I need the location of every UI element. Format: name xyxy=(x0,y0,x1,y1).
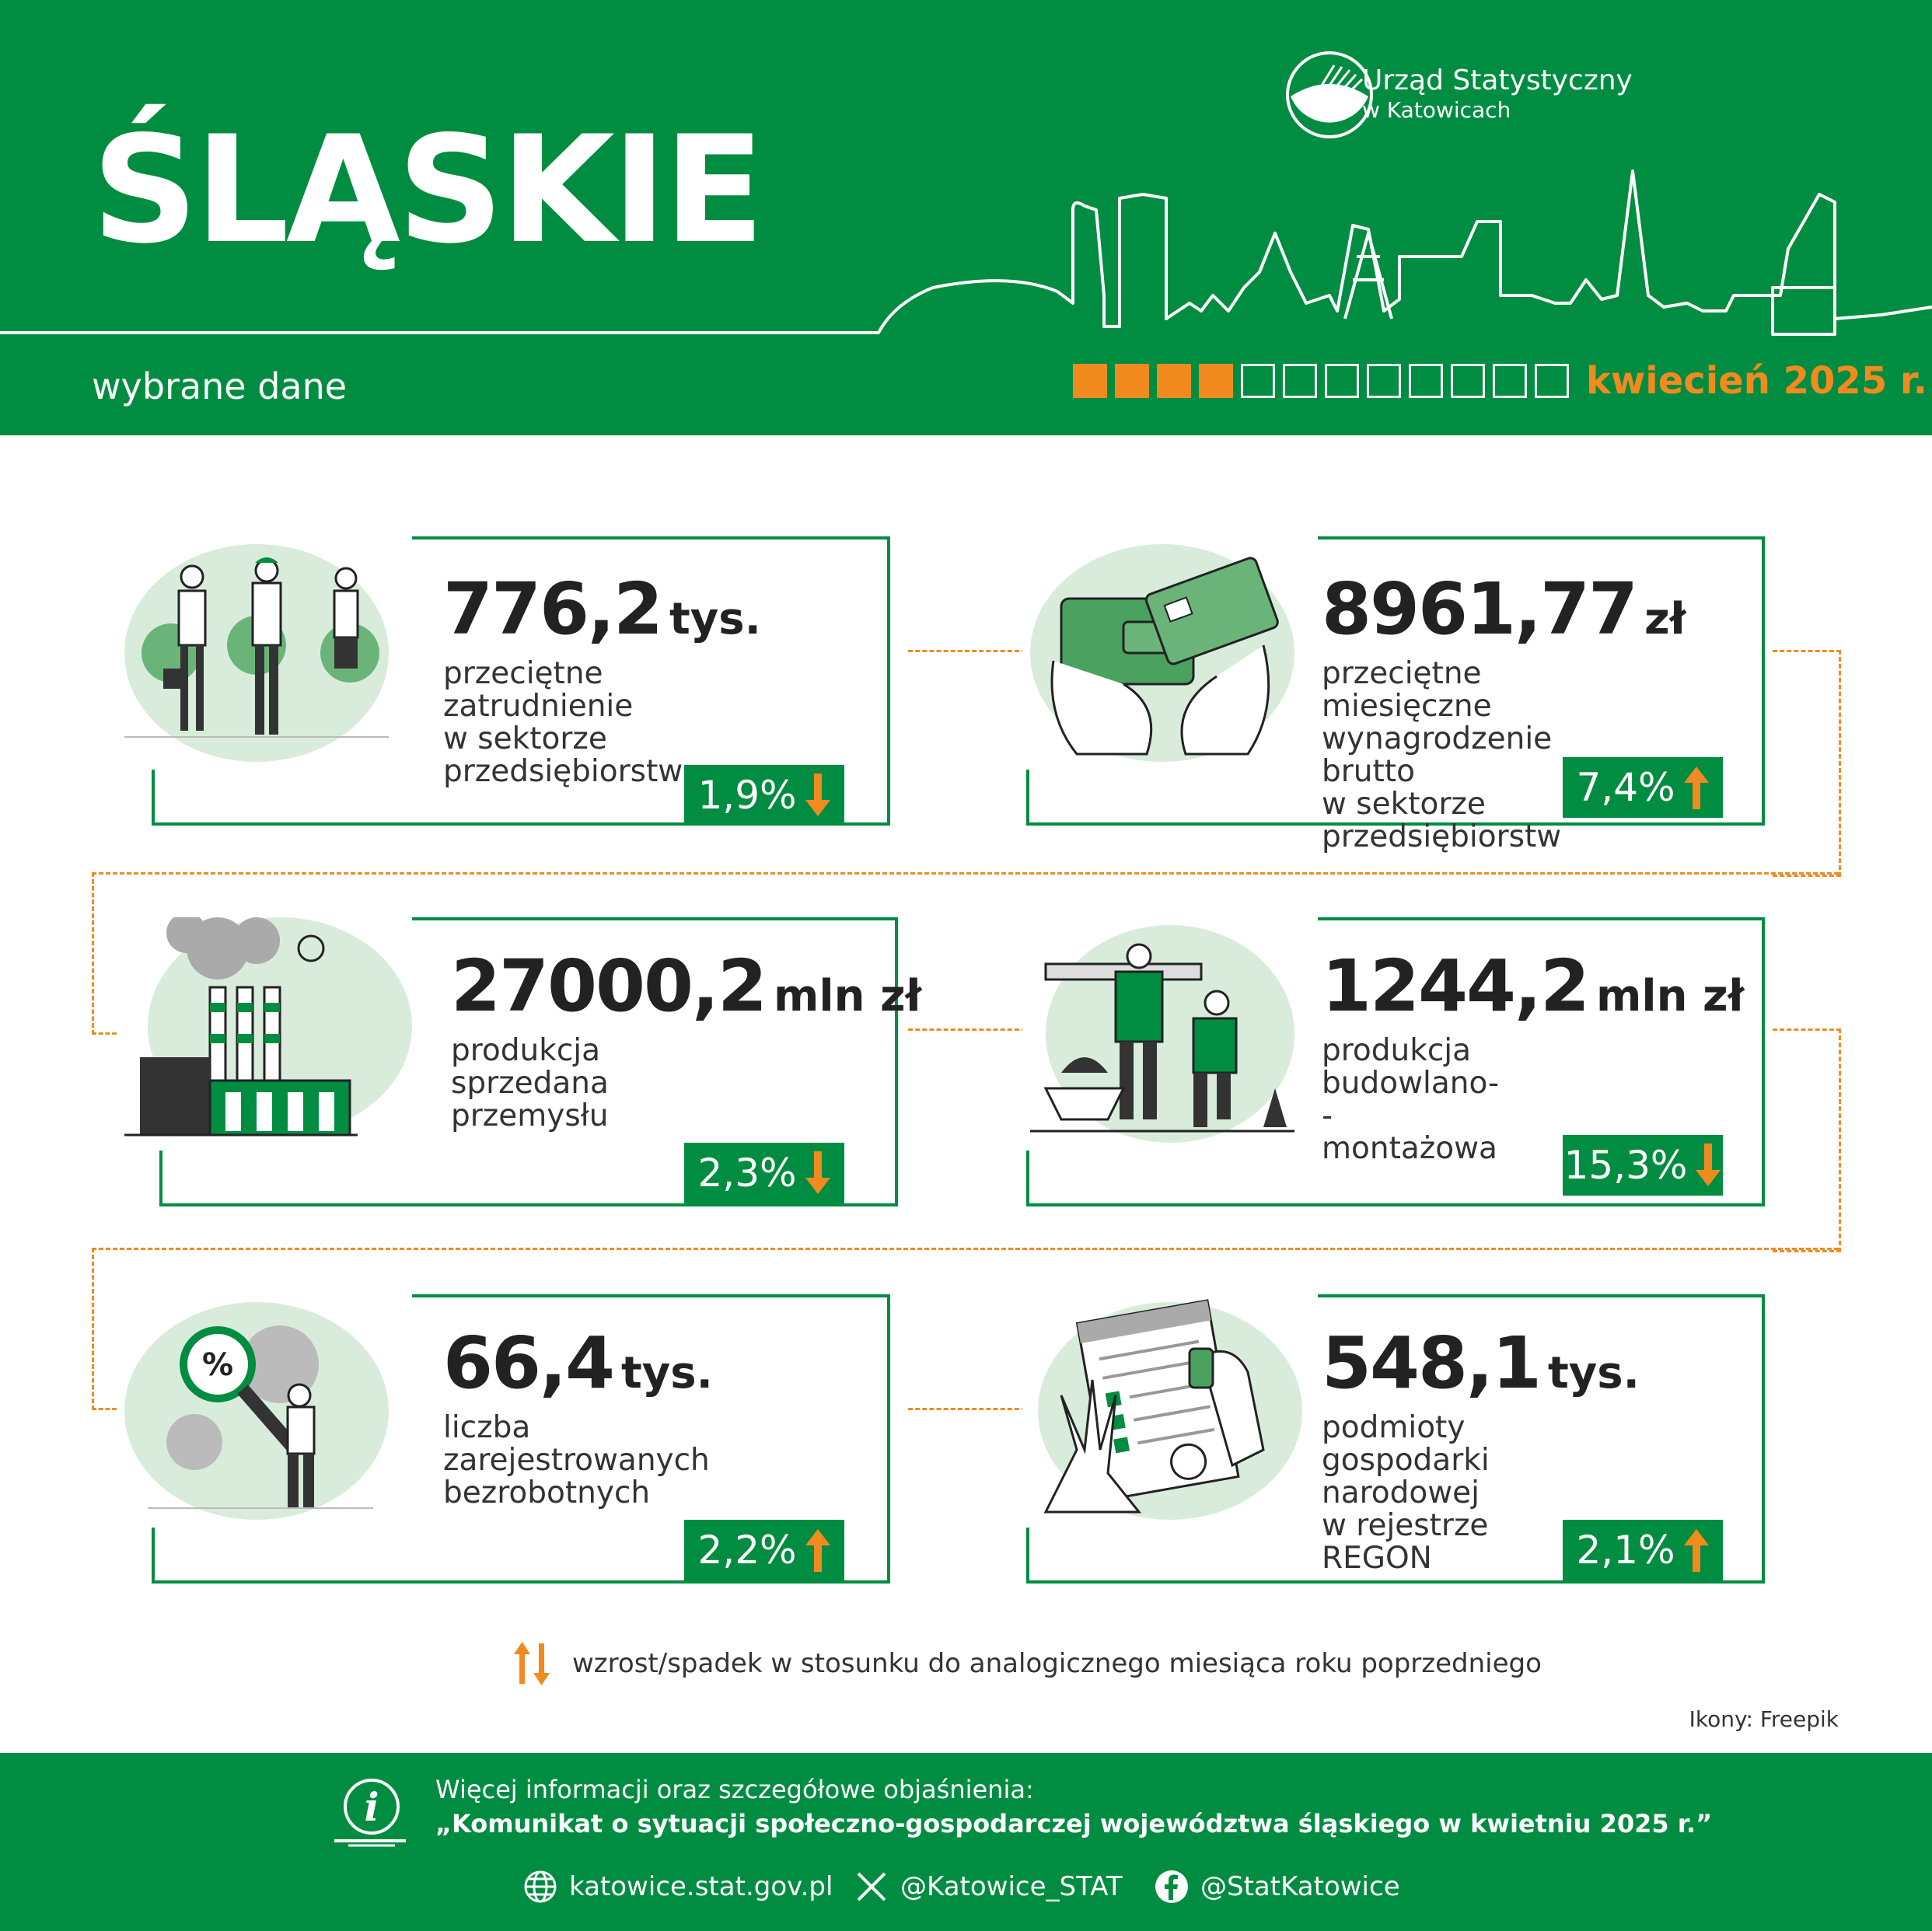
indicator-value xyxy=(443,1322,713,1405)
indicator-description xyxy=(1322,1035,1499,1165)
description-line: bezrobotnych xyxy=(443,1475,651,1510)
month-box xyxy=(1535,364,1569,398)
description-line: w sektorze przedsiębiorstw xyxy=(1322,787,1562,854)
arrow-up-icon xyxy=(1683,766,1710,809)
connector-line xyxy=(92,872,1839,875)
change-value: 2,1% xyxy=(1576,1528,1675,1573)
arrow-down-icon xyxy=(805,1151,831,1195)
office-name xyxy=(1362,64,1633,124)
month-box xyxy=(1409,364,1443,398)
change-badge xyxy=(684,765,844,826)
month-box xyxy=(1241,364,1275,398)
description-line: w sektorze przedsiębiorstw xyxy=(443,721,683,789)
more-info-label: Więcej informacji oraz szczegółowe objaśnienia: xyxy=(435,1775,1034,1804)
office-name-line1: Urząd Statystyczny xyxy=(1362,65,1633,96)
svg-text:%: % xyxy=(201,1347,234,1383)
change-value: 2,2% xyxy=(697,1528,797,1573)
up-down-arrows-icon xyxy=(513,1640,552,1687)
factory-icon xyxy=(117,917,412,1151)
value-unit: mln zł xyxy=(774,971,922,1021)
month-progress-indicator xyxy=(1073,364,1569,398)
x-logo-icon xyxy=(854,1869,889,1905)
change-value: 1,9% xyxy=(697,773,797,818)
month-box xyxy=(1451,364,1485,398)
connector-line xyxy=(1773,1028,1841,1252)
indicator-value xyxy=(1322,945,1744,1028)
x-handle-text: @Katowice_STAT xyxy=(900,1871,1123,1902)
indicator-description xyxy=(1322,658,1561,854)
subtitle: wybrane dane xyxy=(92,365,348,407)
indicator-value xyxy=(451,945,921,1028)
description-line: -montażowa xyxy=(1322,1098,1497,1166)
change-badge xyxy=(1563,1520,1723,1580)
magnifier-percent-icon xyxy=(117,1294,412,1528)
arrow-up-icon xyxy=(1683,1528,1710,1572)
city-skyline-icon xyxy=(0,155,1932,342)
change-badge xyxy=(1563,1135,1723,1196)
indicator-description xyxy=(451,1035,609,1133)
description-line: przemysłu xyxy=(451,1098,609,1133)
change-badge xyxy=(1563,757,1723,818)
svg-text:i: i xyxy=(364,1784,379,1830)
facebook-profile-link[interactable] xyxy=(1154,1869,1400,1905)
description-line: REGON xyxy=(1322,1541,1432,1576)
business-people-icon xyxy=(117,536,412,770)
description-line: wynagrodzenie brutto xyxy=(1322,721,1553,789)
indicator-description xyxy=(443,1412,710,1510)
more-info xyxy=(435,1772,1712,1841)
wallet-card-icon xyxy=(1022,536,1318,770)
description-line: przeciętne zatrudnienie xyxy=(443,656,634,724)
change-badge xyxy=(684,1520,844,1580)
description-line: produkcja sprzedana xyxy=(451,1033,609,1101)
facebook-icon xyxy=(1154,1869,1190,1905)
change-value: 15,3% xyxy=(1563,1143,1688,1188)
connector-line xyxy=(92,1248,1839,1250)
change-value: 7,4% xyxy=(1576,765,1675,810)
facebook-handle-text: @StatKatowice xyxy=(1200,1871,1400,1902)
construction-workers-icon xyxy=(1022,917,1318,1151)
value-number: 548,1 xyxy=(1322,1322,1541,1405)
website-link[interactable] xyxy=(522,1869,833,1905)
website-text: katowice.stat.gov.pl xyxy=(569,1871,833,1902)
connector-line xyxy=(1773,650,1841,877)
month-box xyxy=(1283,364,1317,398)
icons-credit: Ikony: Freepik xyxy=(1689,1706,1839,1732)
month-box xyxy=(1325,364,1359,398)
change-value: 2,3% xyxy=(697,1151,797,1196)
description-line: podmioty gospodarki xyxy=(1322,1410,1490,1478)
office-name-line2: w Katowicach xyxy=(1362,97,1511,124)
description-line: narodowej w rejestrze xyxy=(1322,1475,1489,1543)
value-unit: zł xyxy=(1644,594,1686,644)
checklist-document-icon xyxy=(1022,1294,1318,1528)
value-unit: tys. xyxy=(621,1348,713,1398)
indicator-description xyxy=(1322,1412,1490,1575)
value-number: 1244,2 xyxy=(1322,945,1589,1028)
value-number: 66,4 xyxy=(443,1322,613,1405)
description-line: przeciętne miesięczne xyxy=(1322,656,1492,724)
month-box xyxy=(1493,364,1527,398)
info-icon[interactable] xyxy=(333,1772,407,1847)
connector-line xyxy=(908,1408,1026,1410)
description-line: produkcja budowlano- xyxy=(1322,1033,1500,1101)
month-box xyxy=(1367,364,1401,398)
value-number: 776,2 xyxy=(443,567,662,651)
arrow-up-icon xyxy=(805,1528,831,1572)
month-box xyxy=(1115,364,1149,398)
indicator-value xyxy=(1322,1322,1640,1405)
value-number: 8961,77 xyxy=(1322,567,1637,651)
month-box xyxy=(1073,364,1107,398)
value-unit: tys. xyxy=(1548,1348,1640,1398)
connector-line xyxy=(908,1028,1026,1031)
legend xyxy=(513,1640,1542,1687)
value-number: 27000,2 xyxy=(451,945,767,1028)
globe-icon xyxy=(522,1869,558,1905)
change-badge xyxy=(684,1143,844,1203)
legend-text: wzrost/spadek w stosunku do analogicznego miesiąca roku poprzedniego xyxy=(572,1648,1542,1679)
connector-line xyxy=(908,650,1026,652)
report-title-link[interactable]: „Komunikat o sytuacji społeczno-gospodarczej województwa śląskiego w kwietniu 2025 r.” xyxy=(435,1809,1713,1838)
indicator-description xyxy=(443,658,683,788)
period-label: kwiecień 2025 r. xyxy=(1586,359,1927,403)
arrow-down-icon xyxy=(805,773,831,817)
month-box xyxy=(1157,364,1191,398)
description-line: liczba zarejestrowanych xyxy=(443,1410,710,1478)
value-unit: tys. xyxy=(669,594,761,644)
x-profile-link[interactable] xyxy=(854,1869,1123,1905)
indicator-value xyxy=(1322,567,1686,651)
indicator-value xyxy=(443,567,761,651)
arrow-down-icon xyxy=(1695,1144,1721,1187)
region-title: ŚLĄSKIE xyxy=(92,104,762,276)
value-unit: mln zł xyxy=(1596,971,1745,1021)
month-box xyxy=(1199,364,1233,398)
